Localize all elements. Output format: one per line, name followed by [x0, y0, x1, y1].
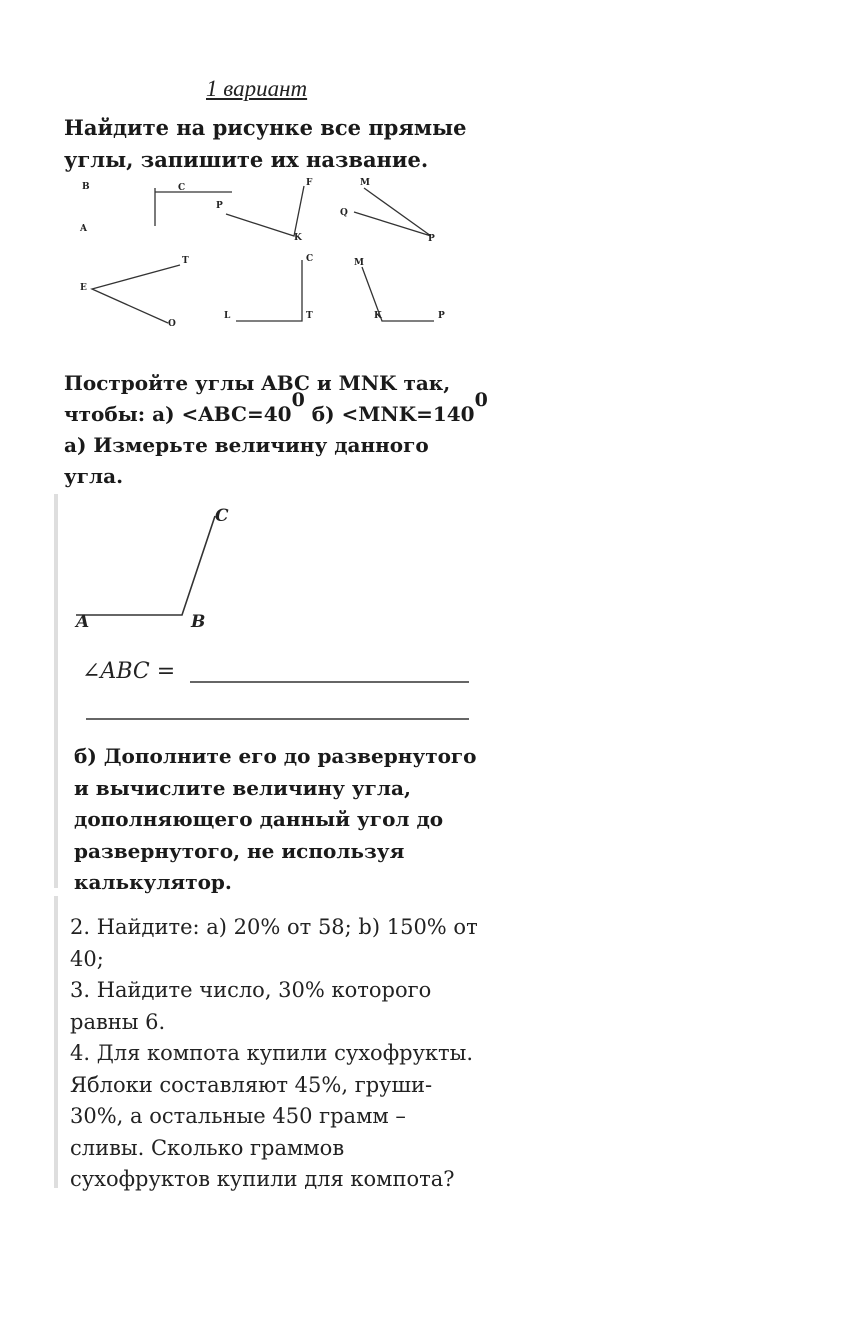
variant-heading: 1 вариант: [206, 76, 308, 101]
task-build-line2: [64, 389, 494, 430]
angle2-sides: [226, 186, 304, 236]
degree-mark-1: 0: [291, 389, 305, 411]
label-angle2-p: P: [216, 201, 223, 211]
label-angle2-f: F: [306, 178, 313, 188]
degree-mark-2: 0: [474, 389, 488, 411]
label-angle4-o: O: [168, 319, 176, 329]
task-build-mnk: б) <MNK=140: [304, 402, 475, 426]
label-angle5-c: C: [306, 254, 314, 264]
label-angle6-m: M: [354, 258, 364, 268]
angle5-sides: [236, 260, 302, 321]
task1-text: Найдите на рисунке все прямые углы, запишите их название.: [64, 115, 467, 172]
angle-abc-figure: [60, 496, 490, 732]
label-b: B: [191, 612, 206, 632]
label-angle3-p: P: [428, 234, 435, 244]
label-angle3-q: Q: [340, 208, 348, 218]
angle-abc-formula: ∠ABC =: [82, 659, 176, 684]
label-angle6-k: K: [374, 311, 382, 321]
label-angle6-p: P: [438, 311, 445, 321]
task3-text: 3. Найдите число, 30% которого равны 6.: [70, 978, 432, 1034]
right-angles-figure: [60, 172, 460, 332]
label-angle1-a: A: [80, 224, 87, 234]
task-build-line1: Постройте углы ABC и MNK так,: [64, 371, 451, 395]
label-c: C: [215, 506, 229, 526]
label-angle5-l: L: [224, 311, 231, 321]
label-angle1-c: C: [178, 183, 186, 193]
task-b-text: б) Дополните его до развернутого и вычислите величину угла, дополняющего данный угол до развернутого, не используя калькулятор.: [74, 744, 477, 894]
task4-text: 4. Для компота купили сухофрукты. Яблоки составляют 45%, груши- 30%, а остальные 450 грамм –сливы. Сколько граммов сухофруктов купили для компота?: [70, 1041, 474, 1191]
embedded-text-border: [54, 896, 58, 1188]
task2-text: 2. Найдите: а) 20% от 58; b) 150% от 40;: [70, 915, 478, 971]
label-angle4-t: T: [182, 256, 189, 266]
angle-abc-sides: [76, 516, 215, 615]
label-angle2-k: K: [294, 233, 302, 243]
task-build-abc: чтобы: а) <ABC=40: [64, 402, 292, 426]
angle6-sides: [362, 267, 434, 321]
task-build-line3: а) Измерьте величину данного: [64, 433, 429, 457]
task-build-text: [64, 368, 494, 492]
label-angle3-m: M: [360, 178, 370, 188]
task-build-line4: угла.: [64, 464, 124, 488]
label-a: A: [76, 612, 90, 632]
label-angle1-b: B: [82, 182, 90, 192]
angle3-sides: [354, 188, 431, 236]
embedded-image-border: [54, 494, 58, 888]
tasks-list: [70, 912, 480, 1196]
angle4-sides: [92, 265, 180, 323]
label-angle4-e: E: [80, 283, 87, 293]
label-angle5-t: T: [306, 311, 313, 321]
